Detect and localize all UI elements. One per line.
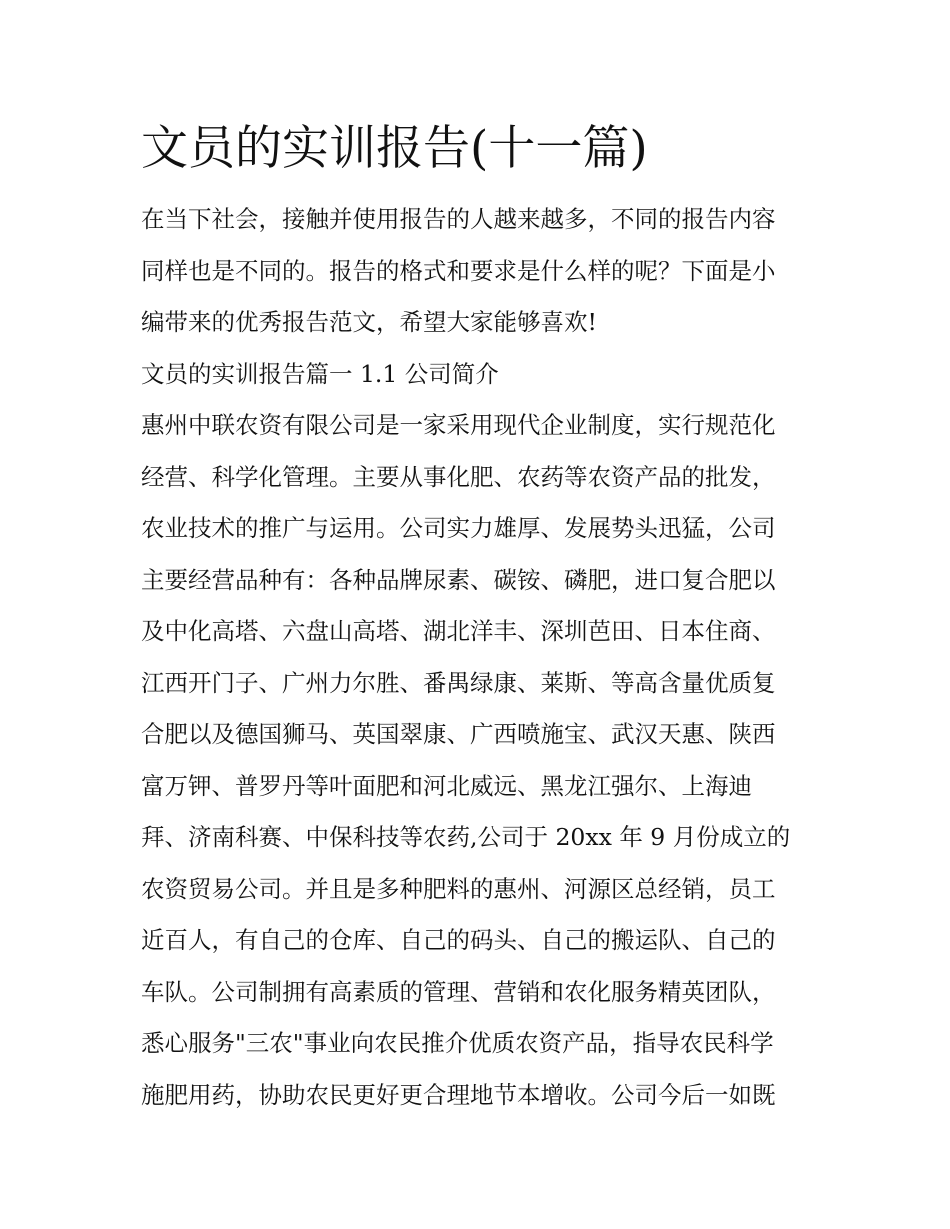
paragraph-line: 施肥用药，协助农民更好更合理地节本增收。公司今后一如既 bbox=[141, 1080, 776, 1109]
paragraph-line: 拜、济南科赛、中保科技等农药,公司于 20xx 年 9 月份成立的 bbox=[141, 823, 791, 851]
paragraph-line: 主要经营品种有：各种品牌尿素、碳铵、磷肥，进口复合肥以 bbox=[141, 565, 776, 594]
paragraph-line: 在当下社会，接触并使用报告的人越来越多，不同的报告内容 bbox=[141, 205, 776, 233]
paragraph-line: 悉心服务"三农"事业向农民推介优质农资产品，指导农民科学 bbox=[141, 1029, 774, 1057]
paragraph-line: 近百人，有自己的仓库、自己的码头、自己的搬运队、自己的 bbox=[141, 926, 776, 954]
paragraph-line: 合肥以及德国狮马、英国翠康、广西喷施宝、武汉天惠、陕西 bbox=[141, 720, 776, 748]
paragraph-line: 车队。公司制拥有高素质的管理、营销和农化服务精英团队， bbox=[141, 977, 776, 1006]
paragraph-line: 农业技术的推广与运用。公司实力雄厚、发展势头迅猛，公司 bbox=[141, 514, 776, 542]
paragraph-line: 经营、科学化管理。主要从事化肥、农药等农资产品的批发， bbox=[141, 462, 776, 491]
paragraph-line: 江西开门子、广州力尔胜、番禺绿康、莱斯、等高含量优质复 bbox=[141, 668, 776, 697]
document-body bbox=[141, 118, 816, 1121]
document-title: 文员的实训报告(十一篇) bbox=[141, 121, 648, 176]
paragraph-line: 编带来的优秀报告范文，希望大家能够喜欢! bbox=[141, 308, 597, 336]
paragraph-line: 同样也是不同的。报告的格式和要求是什么样的呢？下面是小 bbox=[141, 256, 776, 285]
section-heading: 文员的实训报告篇一 1.1 公司简介 bbox=[141, 359, 499, 388]
paragraph-line: 富万钾、普罗丹等叶面肥和河北威远、黑龙江强尔、上海迪 bbox=[141, 771, 752, 800]
paragraph-line: 农资贸易公司。并且是多种肥料的惠州、河源区总经销，员工 bbox=[141, 874, 776, 903]
paragraph-line: 惠州中联农资有限公司是一家采用现代企业制度，实行规范化 bbox=[141, 411, 776, 439]
paragraph-line: 及中化高塔、六盘山高塔、湖北洋丰、深圳芭田、日本住商、 bbox=[141, 617, 776, 645]
